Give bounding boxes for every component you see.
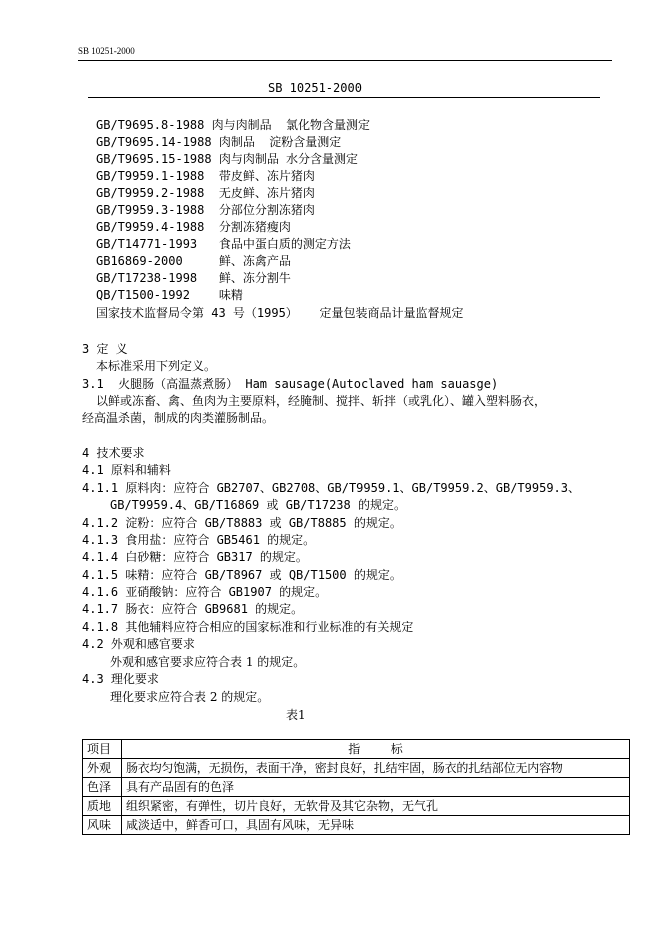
reference-line: GB16869-2000 鲜、冻禽产品 — [96, 254, 291, 268]
table-row — [83, 759, 630, 778]
table-cell-value: 肠衣均匀饱满，无损伤，表面干净，密封良好，扎结牢固，肠衣的扎结部位无内容物 — [122, 759, 630, 778]
reference-line: GB/T17238-1998 鲜、冻分割牛 — [96, 271, 291, 285]
table-header-cell: 项目 — [83, 740, 122, 759]
subsection-heading: 4.2 外观和感官要求 — [82, 637, 195, 651]
table-cell-item: 色泽 — [83, 778, 122, 797]
clause: GB/T9959.4、GB/T16869 或 GB/T17238 的规定。 — [110, 498, 406, 512]
reference-line: GB/T9695.14-1988 肉制品 淀粉含量测定 — [96, 135, 342, 149]
table-caption: 表1 — [286, 708, 306, 722]
header-rule — [78, 60, 612, 61]
subsection-heading: 4.1 原料和辅料 — [82, 463, 171, 477]
paragraph: 理化要求应符合表 2 的规定。 — [110, 690, 270, 704]
paragraph: 经高温杀菌，制成的肉类灌肠制品。 — [82, 411, 275, 425]
reference-line: GB/T9959.3-1988 分部位分割冻猪肉 — [96, 203, 315, 217]
reference-line: 国家技术监督局令第 43 号（1995） 定量包装商品计量监督规定 — [96, 306, 464, 320]
clause: 4.1.4 白砂糖：应符合 GB317 的规定。 — [82, 550, 308, 564]
document-title: SB 10251-2000 — [268, 81, 362, 95]
paragraph: 本标准采用下列定义。 — [96, 359, 217, 373]
clause: 4.1.8 其他辅料应符合相应的国家标准和行业标准的有关规定 — [82, 620, 414, 634]
reference-line: GB/T9959.4-1988 分割冻猪瘦肉 — [96, 220, 291, 234]
clause: 4.1.2 淀粉：应符合 GB/T8883 或 GB/T8885 的规定。 — [82, 516, 402, 530]
clause: 4.1.6 亚硝酸钠：应符合 GB1907 的规定。 — [82, 585, 328, 599]
table-cell-value: 具有产品固有的色泽 — [122, 778, 630, 797]
table-row — [83, 797, 630, 816]
table-1 — [82, 739, 630, 835]
term-heading: 3.1 火腿肠（高温蒸煮肠） Ham sausage(Autoclaved ham sauasge) — [82, 377, 499, 391]
clause: 4.1.7 肠衣：应符合 GB9681 的规定。 — [82, 602, 304, 616]
reference-line: GB/T9695.8-1988 肉与肉制品 氯化物含量测定 — [96, 118, 371, 132]
table-cell-item: 外观 — [83, 759, 122, 778]
table-cell-item: 质地 — [83, 797, 122, 816]
section-heading: 3 定 义 — [82, 342, 128, 356]
table-header-cell: 指 标 — [122, 740, 630, 759]
reference-line: GB/T14771-1993 食品中蛋白质的测定方法 — [96, 237, 351, 251]
clause: 4.1.1 原料肉：应符合 GB2707、GB2708、GB/T9959.1、GB/T9959.2、GB/T9959.3、 — [82, 481, 581, 495]
paragraph: 外观和感官要求应符合表 1 的规定。 — [110, 655, 306, 669]
table-cell-value: 组织紧密，有弹性，切片良好，无软骨及其它杂物，无气孔 — [122, 797, 630, 816]
subsection-heading: 4.3 理化要求 — [82, 672, 159, 686]
reference-line: GB/T9959.2-1988 无皮鲜、冻片猪肉 — [96, 186, 315, 200]
table-cell-value: 咸淡适中，鲜香可口，具固有风味，无异味 — [122, 816, 630, 835]
table-row — [83, 816, 630, 835]
clause: 4.1.5 味精：应符合 GB/T8967 或 QB/T1500 的规定。 — [82, 568, 402, 582]
reference-line: QB/T1500-1992 味精 — [96, 288, 243, 302]
reference-line: GB/T9959.1-1988 带皮鲜、冻片猪肉 — [96, 169, 315, 183]
title-rule — [88, 97, 600, 98]
table-cell-item: 风味 — [83, 816, 122, 835]
clause: 4.1.3 食用盐：应符合 GB5461 的规定。 — [82, 533, 316, 547]
running-header: SB 10251-2000 — [78, 46, 135, 56]
table-header-row — [83, 740, 630, 759]
table-row — [83, 778, 630, 797]
section-heading: 4 技术要求 — [82, 446, 145, 460]
reference-line: GB/T9695.15-1988 肉与肉制品 水分含量测定 — [96, 152, 359, 166]
paragraph: 以鲜或冻畜、禽、鱼肉为主要原料，经腌制、搅拌、斩拌（或乳化）、罐入塑料肠衣， — [96, 394, 547, 408]
